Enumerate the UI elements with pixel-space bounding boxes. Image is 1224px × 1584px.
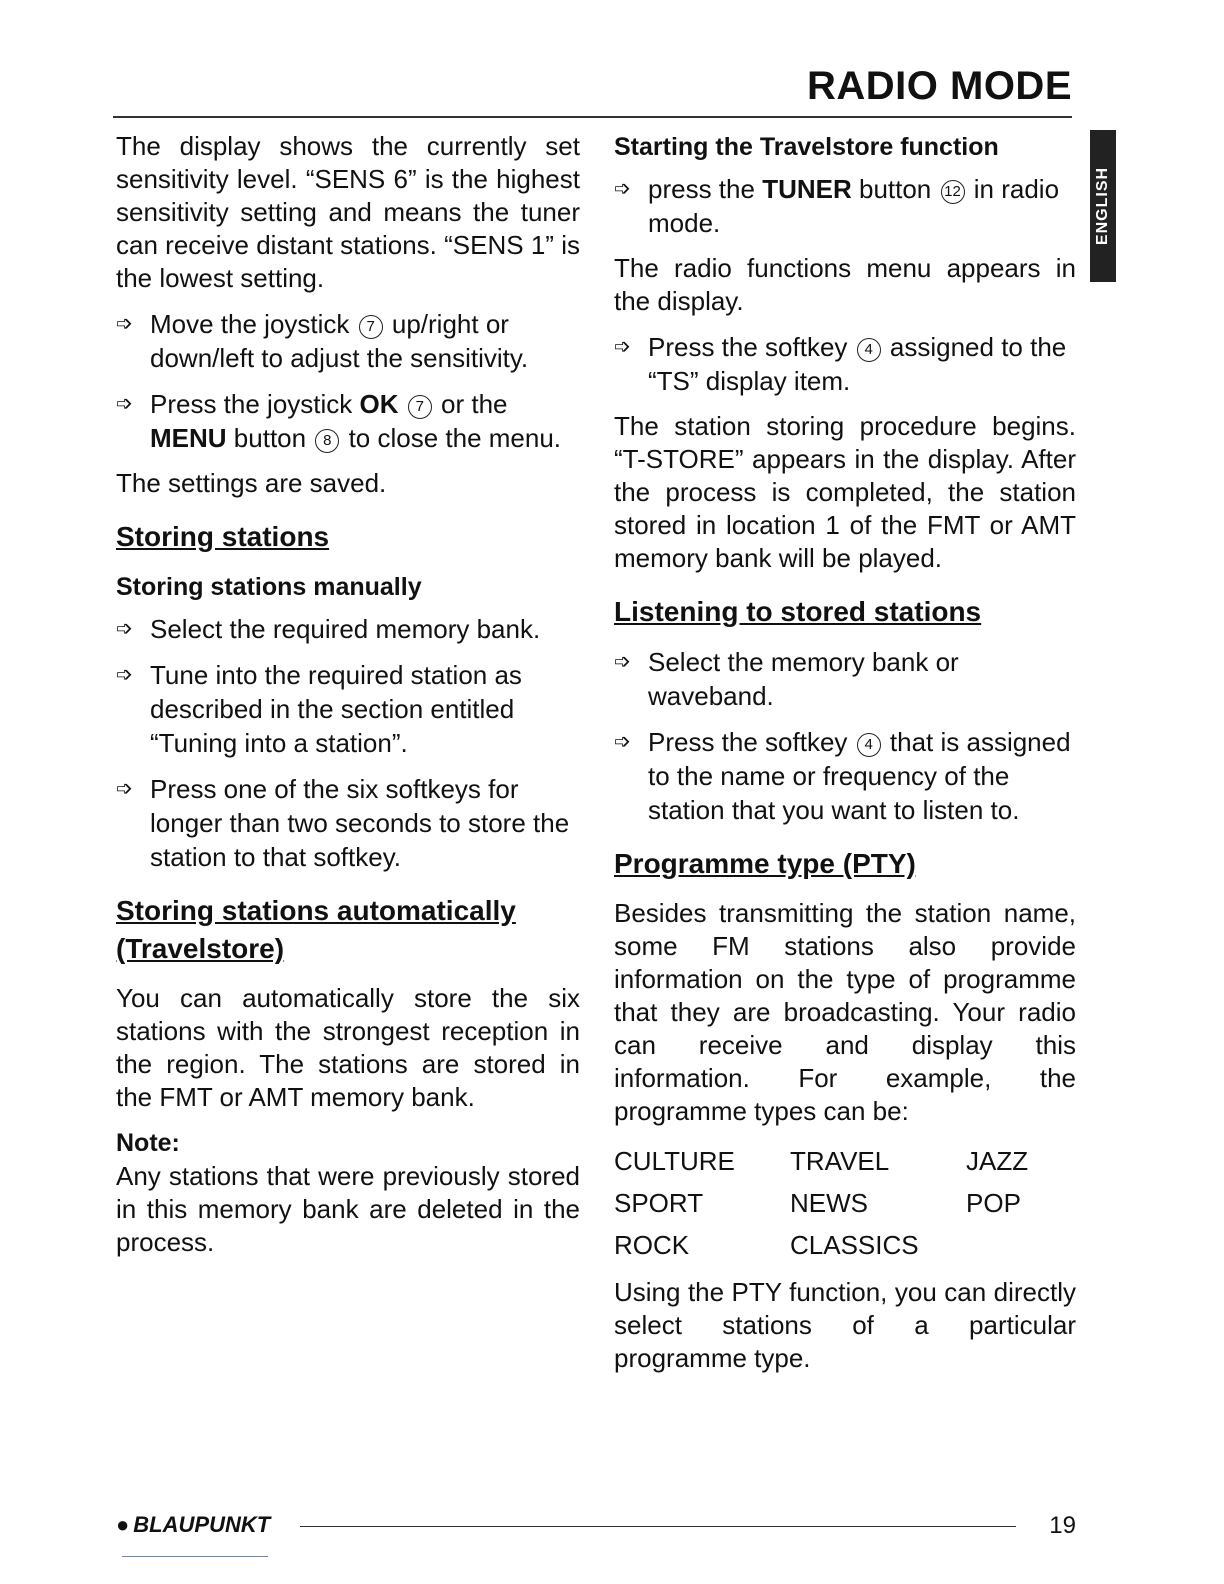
sensitivity-intro: The display shows the currently set sensitivity level. “SENS 6” is the highest sensitivity setting and means the tuner can receive distant stations. “SENS 1” is the lowest setting. (116, 131, 580, 293)
key-number-badge: 4 (857, 733, 881, 757)
table-row (614, 1140, 1076, 1182)
pty-usage-text: Using the PTY function, you can directly select stations of a particular programme type. (614, 1277, 1076, 1373)
page-title: RADIO MODE (807, 64, 1072, 108)
pty-type: NEWS (790, 1187, 868, 1218)
arrow-bullet-icon: ➩ (614, 178, 631, 200)
table-row (614, 1224, 1076, 1266)
note-label: Note: (116, 1129, 180, 1157)
step-press-ok: ➩ Press the joystick OK 7 or the MENU button 8 to close the menu. (116, 389, 562, 453)
pty-type (966, 1224, 1076, 1266)
listening-heading: Listening to stored stations (614, 596, 982, 627)
pty-type: SPORT (614, 1187, 704, 1218)
language-tab (1090, 130, 1116, 282)
pty-type: CLASSICS (790, 1229, 919, 1260)
arrow-bullet-icon: ➩ (116, 664, 133, 686)
pty-type: TRAVEL (790, 1145, 890, 1176)
store-procedure-text: The station storing procedure begins. “T-STORE” appears in the display. After the process is completed, the station stored in location 1 of the FMT or AMT memory bank will be played. (614, 411, 1076, 573)
pty-type: JAZZ (966, 1145, 1029, 1176)
manual-step: ➩ Tune into the required station as described in the section entitled “Tuning into a station”. (116, 660, 522, 758)
pty-heading: Programme type (PTY) (614, 848, 916, 879)
travelstore-subheading: Starting the Travelstore function (614, 133, 999, 161)
auto-store-heading: Storing stations automatically (Travelstore) (116, 895, 516, 964)
key-number-badge: 7 (359, 315, 383, 339)
logo-dot-icon: ● (116, 1512, 130, 1537)
note-text: Any stations that were previously stored in this memory bank are deleted in the process. (116, 1161, 580, 1257)
arrow-bullet-icon: ➩ (116, 618, 133, 640)
pty-type: ROCK (614, 1229, 690, 1260)
step-move-joystick: ➩ Move the joystick 7 up/right or down/left to adjust the sensitivity. (116, 309, 529, 373)
brand-logo: ● BLAUPUNKT (116, 1512, 271, 1537)
step-press-tuner: ➩ press the TUNER button 12 in radio mode. (614, 174, 1060, 238)
bottom-edge-mark (122, 1556, 268, 1557)
header-rule (113, 116, 1072, 118)
key-number-badge: 8 (315, 429, 339, 453)
pty-types-table (614, 1140, 1076, 1266)
arrow-bullet-icon: ➩ (614, 336, 631, 358)
pty-type: CULTURE (614, 1145, 735, 1176)
manual-subheading: Storing stations manually (116, 573, 422, 601)
menu-appears: The radio functions menu appears in the display. (614, 253, 1076, 316)
table-row (614, 1182, 1076, 1224)
arrow-bullet-icon: ➩ (614, 651, 631, 673)
right-column (614, 130, 1076, 1387)
key-number-badge: 12 (941, 180, 965, 204)
key-number-badge: 4 (857, 338, 881, 362)
settings-saved: The settings are saved. (116, 468, 387, 498)
page-number: 19 (1049, 1512, 1076, 1539)
pty-type: POP (966, 1187, 1021, 1218)
left-column (116, 130, 580, 1271)
manual-step: ➩ Press one of the six softkeys for longer than two seconds to store the station to that softkey. (116, 774, 570, 872)
listen-step: ➩ Select the memory bank or waveband. (614, 647, 959, 711)
pty-text: Besides transmitting the station name, some FM stations also provide information on the type of programme that they are broadcasting. Your radio can receive and display this information. For example, the programme types can be: (614, 898, 1076, 1126)
storing-stations-heading: Storing stations (116, 521, 330, 552)
arrow-bullet-icon: ➩ (116, 313, 133, 335)
key-number-badge: 7 (408, 395, 432, 419)
arrow-bullet-icon: ➩ (116, 778, 133, 800)
footer-rule (300, 1526, 1016, 1527)
listen-step: ➩ Press the softkey 4 that is assigned to the name or frequency of the station that you want to listen to. (614, 727, 1071, 825)
arrow-bullet-icon: ➩ (614, 731, 631, 753)
step-press-softkey-ts: ➩ Press the softkey 4 assigned to the “TS” display item. (614, 332, 1067, 396)
manual-step: ➩ Select the required memory bank. (116, 614, 541, 644)
language-tab-label: ENGLISH (1094, 166, 1111, 246)
auto-store-text: You can automatically store the six stations with the strongest reception in the region. The stations are stored in the FMT or AMT memory bank. (116, 983, 580, 1112)
arrow-bullet-icon: ➩ (116, 393, 133, 415)
